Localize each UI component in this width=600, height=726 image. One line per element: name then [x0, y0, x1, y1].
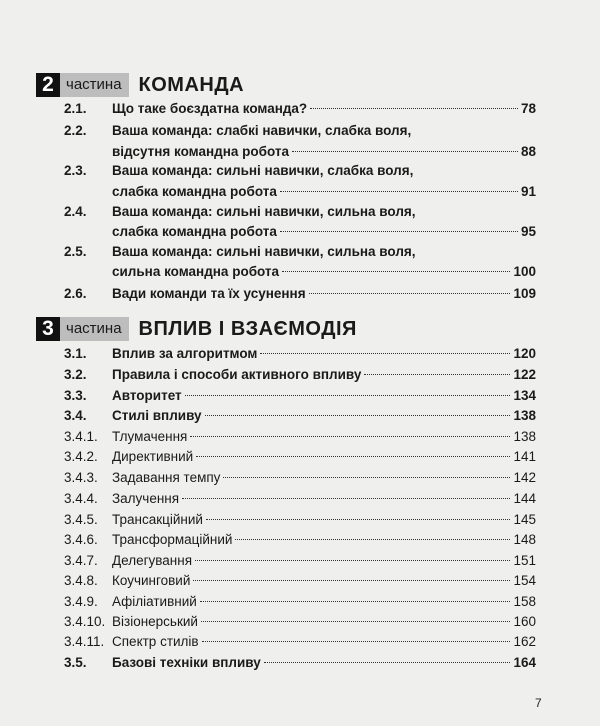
entry-number: 3.3.	[64, 388, 87, 403]
entry-title: Авторитет	[112, 388, 182, 403]
toc-entry-3-4-9[interactable]	[64, 592, 536, 612]
dot-leader	[201, 621, 511, 622]
entry-number: 3.4.6.	[64, 532, 98, 547]
entry-number: 2.3.	[64, 163, 87, 178]
dot-leader	[193, 580, 510, 581]
dot-leader	[282, 271, 510, 272]
part-3-title: ВПЛИВ І ВЗАЄМОДІЯ	[138, 317, 357, 340]
dot-leader	[292, 151, 518, 152]
toc-entry-3-4-11[interactable]	[64, 632, 536, 652]
entry-page: 109	[513, 286, 536, 301]
dot-leader	[196, 456, 510, 457]
part-2-badge	[36, 73, 129, 97]
entry-page: 162	[513, 634, 536, 649]
entry-title: слабка командна робота	[112, 184, 277, 199]
toc-entry-2-3[interactable]	[64, 161, 536, 181]
toc-entry-3-2[interactable]	[64, 365, 536, 385]
entry-title: Вади команди та їх усунення	[112, 286, 306, 301]
entry-number: 3.4.4.	[64, 491, 98, 506]
entry-number: 3.4.8.	[64, 573, 98, 588]
toc-entry-2-5-cont[interactable]	[64, 262, 536, 282]
toc-entry-3-4-7[interactable]	[64, 551, 536, 571]
page-number: 7	[535, 696, 542, 710]
entry-page: 78	[520, 101, 536, 116]
entry-title: Що таке боєздатна команда?	[112, 101, 308, 116]
toc-entry-3-4-4[interactable]	[64, 489, 536, 509]
entry-title: Трансакційний	[112, 512, 203, 527]
dot-leader	[200, 601, 511, 602]
entry-title: Задавання темпу	[112, 470, 221, 485]
toc-entry-3-3[interactable]	[64, 386, 536, 406]
dot-leader	[280, 231, 518, 232]
part-2-label: частина	[66, 76, 122, 93]
part-3-heading	[36, 316, 357, 342]
dot-leader	[182, 498, 510, 499]
toc-entry-2-4[interactable]	[64, 202, 536, 222]
entry-number: 3.4.5.	[64, 512, 98, 527]
dot-leader	[364, 374, 510, 375]
entry-title: сильна командна робота	[112, 264, 280, 279]
dot-leader	[310, 108, 518, 109]
toc-entry-3-5[interactable]	[64, 653, 536, 673]
entry-number: 3.4.9.	[64, 594, 98, 609]
entry-page: 134	[513, 388, 536, 403]
dot-leader	[195, 560, 510, 561]
entry-number: 3.4.1.	[64, 429, 98, 444]
entry-title: Стилі впливу	[112, 408, 202, 423]
toc-entry-3-4-10[interactable]	[64, 612, 536, 632]
entry-number: 2.4.	[64, 204, 87, 219]
entry-page: 151	[513, 553, 536, 568]
part-2-number: 2	[36, 73, 60, 97]
entry-number: 3.4.	[64, 408, 87, 423]
entry-title: відсутня командна робота	[112, 144, 289, 159]
toc-entry-3-1[interactable]	[64, 344, 536, 364]
toc-entry-2-1[interactable]	[64, 99, 536, 119]
entry-number: 2.5.	[64, 244, 87, 259]
entry-title: Директивний	[112, 449, 194, 464]
part-3-number: 3	[36, 317, 60, 341]
entry-title: Делегування	[112, 553, 193, 568]
entry-page: 145	[513, 512, 536, 527]
entry-title: Тлумачення	[112, 429, 188, 444]
part-2-title: КОМАНДА	[138, 73, 245, 96]
toc-entry-3-4-1[interactable]	[64, 427, 536, 447]
toc-entry-2-2-cont[interactable]	[64, 142, 536, 162]
entry-page: 144	[513, 491, 536, 506]
entry-page: 141	[513, 449, 536, 464]
entry-page: 148	[513, 532, 536, 547]
dot-leader	[260, 353, 510, 354]
entry-number: 3.4.3.	[64, 470, 98, 485]
entry-number: 3.4.11.	[64, 634, 105, 649]
toc-entry-3-4-8[interactable]	[64, 571, 536, 591]
entry-page: 120	[513, 346, 536, 361]
dot-leader	[223, 477, 510, 478]
dot-leader	[205, 415, 511, 416]
entry-title: слабка командна робота	[112, 224, 277, 239]
dot-leader	[280, 191, 518, 192]
entry-number: 2.2.	[64, 123, 87, 138]
dot-leader	[206, 519, 511, 520]
entry-page: 88	[520, 144, 536, 159]
entry-title: Ваша команда: сильні навички, сильна воля,	[112, 244, 416, 259]
toc-entry-2-2[interactable]	[64, 121, 536, 141]
entry-page: 100	[513, 264, 536, 279]
entry-number: 3.5.	[64, 655, 87, 670]
entry-number: 3.4.7.	[64, 553, 98, 568]
entry-title: Вплив за алгоритмом	[112, 346, 258, 361]
part-3-badge	[36, 317, 129, 341]
toc-entry-3-4-5[interactable]	[64, 510, 536, 530]
entry-number: 3.4.2.	[64, 449, 98, 464]
entry-title: Ваша команда: слабкі навички, слабка воля,	[112, 123, 412, 138]
toc-entry-3-4-3[interactable]	[64, 468, 536, 488]
entry-number: 3.1.	[64, 346, 87, 361]
entry-page: 138	[513, 429, 536, 444]
entry-title: Базові техніки впливу	[112, 655, 261, 670]
dot-leader	[190, 436, 510, 437]
dot-leader	[202, 641, 511, 642]
entry-number: 2.1.	[64, 101, 87, 116]
entry-title: Ваша команда: сильні навички, слабка воля,	[112, 163, 414, 178]
entry-title: Правила і способи активного впливу	[112, 367, 362, 382]
entry-page: 142	[513, 470, 536, 485]
toc-entry-2-4-cont[interactable]	[64, 222, 536, 242]
entry-page: 91	[520, 184, 536, 199]
toc-entry-2-5[interactable]	[64, 242, 536, 262]
entry-title: Спектр стилів	[112, 634, 199, 649]
dot-leader	[264, 662, 511, 663]
entry-page: 164	[513, 655, 536, 670]
entry-title: Залучення	[112, 491, 180, 506]
entry-title: Трансформаційний	[112, 532, 233, 547]
entry-number: 2.6.	[64, 286, 87, 301]
toc-entry-2-6[interactable]	[64, 284, 536, 304]
dot-leader	[235, 539, 510, 540]
entry-title: Ваша команда: сильні навички, сильна воля,	[112, 204, 416, 219]
entry-number: 3.2.	[64, 367, 87, 382]
entry-page: 95	[520, 224, 536, 239]
entry-page: 160	[513, 614, 536, 629]
toc-entry-2-3-cont[interactable]	[64, 182, 536, 202]
entry-title: Візіонерський	[112, 614, 198, 629]
toc-entry-3-4-2[interactable]	[64, 447, 536, 467]
entry-title: Афіліативний	[112, 594, 197, 609]
entry-page: 122	[513, 367, 536, 382]
entry-page: 138	[513, 408, 536, 423]
dot-leader	[309, 293, 511, 294]
toc-entry-3-4[interactable]	[64, 406, 536, 426]
toc-entry-3-4-6[interactable]	[64, 530, 536, 550]
entry-page: 158	[513, 594, 536, 609]
dot-leader	[185, 395, 511, 396]
part-2-heading	[36, 72, 244, 98]
entry-number: 3.4.10.	[64, 614, 106, 629]
entry-title: Коучинговий	[112, 573, 191, 588]
entry-page: 154	[513, 573, 536, 588]
part-3-label: частина	[66, 320, 122, 337]
